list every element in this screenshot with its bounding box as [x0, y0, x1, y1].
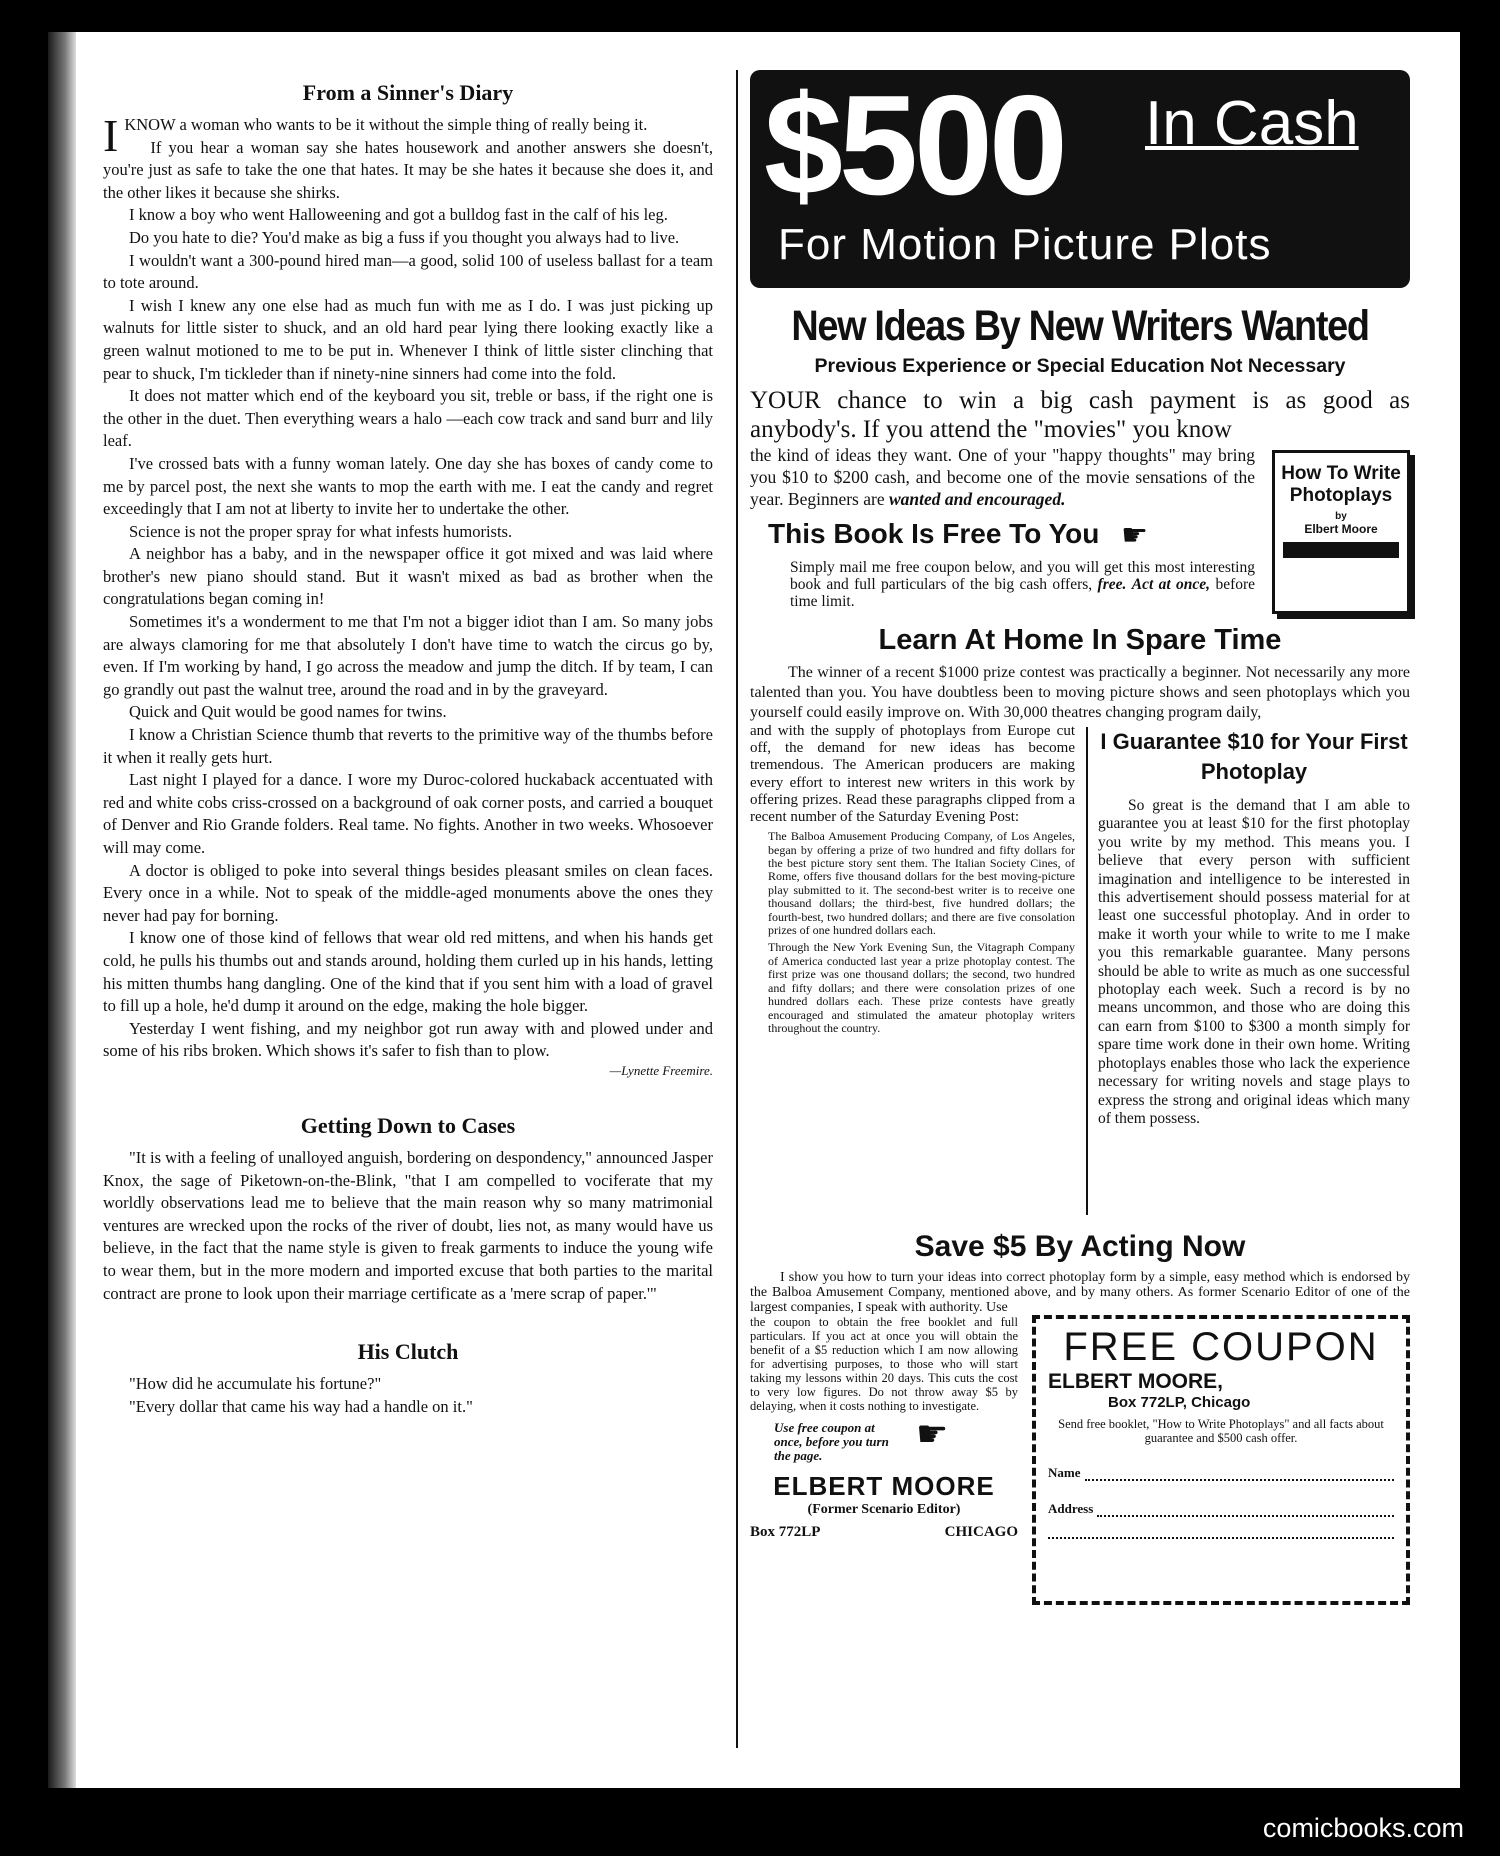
sinner-paragraph: Sometimes it's a wonderment to me that I'm not a bigger idiot than I am. So many jobs are always clamoring for me that absolutely I don't have time to watch the circus go by, even. If I'm working by hand, I go across the meadow and jump the ditch. If by team, I can go grandly out past the walnut tree, around the road and in by the graveyard. [103, 612, 713, 699]
guarantee-title: I Guarantee $10 for Your First Photoplay [1100, 729, 1408, 784]
use-free-text: Use free coupon at once, before you turn the page. [774, 1420, 889, 1463]
pointing-hand-icon-2: ☛ [916, 1414, 949, 1454]
sinner-body [103, 110, 713, 1063]
book-text [750, 444, 1255, 610]
sinner-paragraph: A doctor is obliged to poke into several things besides pleasant smiles on clean faces. Every once in a while. Not to speak of the middle-aged monuments above the ones they never had pay for borning. [103, 860, 713, 925]
free-book-heading [768, 518, 1255, 553]
banner-plots: For Motion Picture Plots [778, 220, 1272, 269]
watermark: comicbooks.com [1262, 1813, 1464, 1843]
wanted-text: wanted and encouraged. [888, 489, 1066, 509]
mail-text: Simply mail me free coupon below, and you will get this most interesting book and full particulars of the big cash offers, [790, 559, 1255, 594]
coupon-name: ELBERT MOORE, [1048, 1370, 1224, 1393]
former-editor: (Former Scenario Editor) [807, 1502, 961, 1517]
guarantee-text: So great is the demand that I am able to guarantee you at least $10 for the first photoplay you write by my method. This means you. I believe that every person with sufficient imagination and intelligence to be interested in this advertisement should possess material for at least one successful photoplay. And in order to make it worth your while to write to me I make you this remarkable guarantee. Many persons should be able to write as much as one successful photoplay each week. Such a record is by no means uncommon, and those who are doing this can earn from $100 to $300 a month simply for spare time work done in their own home. Writing photoplays enables those who lack the experience necessary for writing novels and stage plays to express the strong and original ideas which many of them possess. [1098, 797, 1410, 1127]
guarantee-column [1098, 723, 1410, 1128]
address-label: Address [1048, 1501, 1094, 1516]
save-left-text: the coupon to obtain the free booklet and full particulars. If you act at once you will obtain the benefit of a $5 reduction which I am now allowing for advertising purposes, to those who will start taking my lessons within 20 days. This cuts the cost to very low figures. Do not throw away $5 by delaying, when it costs nothing to investigate. [750, 1315, 1018, 1413]
coupon-name-field[interactable] [1048, 1465, 1394, 1481]
cases-text: "It is with a feeling of unalloyed anguish, bordering on despondency," announced Jasper Knox, the sage of Piketown-on-the-Blink, "that I am compelled to vociferate that my worldly observations lead me to believe that the main reason why so many matrimonial ventures are wrecked upon the rocks of the river of doubt, lies not, as many would have us believe, in the fact that the name style is given to freak garments to induce the young wife to wear them, but in the more modern and imported excuse that both parties to the marital contract are prone to look upon their marriage certificate as a 'mere scrap of paper.'" [103, 1147, 713, 1303]
sinner-signature: —Lynette Freemire. [609, 1062, 713, 1078]
book-band [1283, 542, 1399, 558]
sinner-paragraph: A neighbor has a baby, and in the newspaper office it got mixed and was laid where brother's new piano should stand. But it wasn't mixed as bad as brother when the congratulations began coming in! [103, 544, 713, 609]
box-number: Box 772LP [750, 1524, 821, 1540]
sinner-paragraph: Quick and Quit would be good names for twins. [129, 702, 447, 722]
inner-divider [1086, 727, 1088, 1215]
book-illustration [1272, 450, 1410, 614]
pointing-hand-icon: ☛ [1121, 519, 1149, 553]
book-title: How To Write Photoplays [1281, 463, 1401, 506]
ad-intro-2: the kind of ideas they want. One of your "happy thoughts" may bring you $10 to $200 cash, and become one of the movie sensations of the year. Beginners are [750, 445, 1255, 509]
cases-title: Getting Down to Cases [300, 1112, 516, 1138]
sinner-paragraph: Yesterday I went fishing, and my neighbor got run away with and plowed under and some of his ribs broken. Which shows it's safer to fish than to plow. [103, 1018, 713, 1061]
column-divider [736, 70, 738, 1748]
clutch-title: His Clutch [357, 1339, 459, 1365]
drop-cap: I [103, 110, 119, 161]
two-column-section [750, 723, 1410, 1218]
free-coupon[interactable] [1032, 1315, 1410, 1605]
cash-banner [750, 66, 1410, 288]
bottom-section [750, 1315, 1410, 1615]
clutch-line-1: "How did he accumulate his fortune?" [129, 1374, 382, 1394]
ad-headline: New Ideas By New Writers Wanted [791, 302, 1369, 350]
banner-amount: $500 [764, 66, 1064, 225]
sinner-paragraph: I've crossed bats with a funny woman lately. One day she has boxes of candy come to me by parcel post, the next she wants to mop the earth with me. I eat the candy and regret exceedingly that I am not at liberty to invite her to undertake the other. [103, 453, 713, 519]
sinner-paragraph: IKNOW a woman who wants to be it without the simple thing of really being it. [103, 110, 648, 161]
coupon-title: FREE COUPON [1063, 1325, 1379, 1369]
sinner-paragraph: Last night I played for a dance. I wore my Duroc-colored huckaback accentuated with red and white cobs criss-crossed on a background of oak corner posts, and carried a bouquet of Denver and Rio Grande folders. Real tame. No fights. Another in two weeks. Whosoever will may come. [103, 770, 713, 857]
sinner-paragraph: I know one of those kind of fellows that wear old red mittens, and when his hands get cold, he pulls his thumbs out and stands around, holding them curled up in his hands, letting his mitten thumbs hang dangling. One of the kind that if you sent him with a load of gravel to fill up a hole, he'd dump it around on the edge, making the hole bigger. [103, 928, 713, 1016]
coupon-box: Box 772LP, Chicago [1108, 1394, 1251, 1411]
save-text: I show you how to turn your ideas into correct photoplay form by a simple, easy method which is endorsed by the Balboa Amusement Company, mentioned above, and by many others. As former Scenario Editor of one of the largest companies, I speak with authority. Use [750, 1270, 1410, 1315]
clipping-balboa: The Balboa Amusement Producing Company, of Los Angeles, began by offering a prize of two hundred and fifty dollars for the best picture story sent them. The Italian Society Cines, of Rome, offers five thousand dollars for the best moving-picture play submitted to it. The second-best writer is to receive one thousand dollars; the third-best, five hundred dollars; the fourth-best, two hundred dollars; and there are five consolation prizes of one hundred dollars each. [768, 829, 1075, 938]
sinner-title: From a Sinner's Diary [302, 80, 514, 105]
sinner-paragraph: I wish I knew any one else had as much fun with me as I do. I was just picking up walnuts for little sister to shuck, and an old hard pear lying there looking exactly like a green walnut motioned to me to be put in. Whenever I think of little sister clinching that pear to shuck, I'm tickleder than if ninety-nine sinners had come into the fold. [103, 295, 713, 383]
mail-paragraph [750, 559, 1255, 610]
mail-end: before time limit. [790, 576, 1256, 611]
sinner-paragraph: I know a boy who went Halloweening and got a bulldog fast in the calf of his leg. [129, 205, 668, 225]
page-spine-shadow [48, 32, 76, 1788]
producers-column [750, 723, 1075, 1035]
mail-free: free. [1097, 576, 1127, 594]
mail-act: Act at once, [1131, 576, 1211, 594]
name-label: Name [1048, 1465, 1081, 1480]
sinner-paragraph: If you hear a woman say she hates housework and another answers she doesn't, you're just as safe to take the one that hates. It may be she hates it because she does it, and the other likes it because she shirks. [103, 137, 713, 202]
book-by: by [1335, 511, 1347, 522]
magazine-page [48, 32, 1460, 1788]
sinner-paragraph: I wouldn't want a 300-pound hired man—a good, solid 100 of useless ballast for a team to tote around. [103, 250, 713, 293]
clipping-vitagraph: Through the New York Evening Sun, the Vitagraph Company of America conducted last year a prize photoplay contest. The first prize was one thousand dollars; the second, two hundred and fifty dollars; and there were consolation prizes of one hundred dollars each. These prize contests have greatly encouraged and stimulated the amateur photoplay writers throughout the country. [768, 940, 1075, 1035]
sinner-paragraph: Science is not the proper spray for what infests humorists. [129, 521, 513, 541]
free-book-label: This Book Is Free To You [768, 518, 1100, 549]
coupon-address-field[interactable] [1048, 1501, 1394, 1517]
sinner-paragraph: It does not matter which end of the keyboard you sit, treble or bass, if the right one is the other in the duet. Then everything wears a halo —each cow track and sand burr and lily leaf. [103, 386, 713, 451]
sinner-paragraph: I know a Christian Science thumb that reverts to the primitive way of the thumbs before it when it really gets hurt. [103, 725, 713, 767]
left-column [103, 70, 713, 1418]
elbert-moore-name: ELBERT MOORE [773, 1471, 995, 1501]
advertisement [750, 66, 1410, 1615]
sinner-paragraph: Do you hate to die? You'd make as big a fuss if you thought you always had to live. [129, 227, 680, 247]
ad-intro: YOUR chance to win a big cash payment is as good as anybody's. If you attend the "movies" you know [750, 387, 1410, 443]
book-author: Elbert Moore [1304, 522, 1378, 536]
save-heading: Save $5 By Acting Now [914, 1230, 1246, 1263]
coupon-extra-line[interactable] [1048, 1537, 1394, 1539]
clutch-body [103, 1373, 713, 1418]
learn-heading: Learn At Home In Spare Time [878, 624, 1282, 656]
contact-column [750, 1315, 1018, 1541]
book-row [750, 444, 1410, 616]
ad-subhead: Previous Experience or Special Education Not Necessary [814, 355, 1346, 377]
banner-cash: In Cash [1145, 89, 1359, 158]
address-line [750, 1524, 1018, 1541]
clutch-line-2: "Every dollar that came his way had a handle on it." [129, 1396, 473, 1416]
learn-text: The winner of a recent $1000 prize contest was practically a beginner. Not necessarily any more talented than you. You have doubtless been to moving picture shows and seen photoplays which you yourself could easily improve on. With 30,000 theatres changing program daily, [750, 664, 1410, 721]
coupon-send-text: Send free booklet, "How to Write Photoplays" and all facts about guarantee and $500 cash offer. [1058, 1417, 1384, 1445]
producers-text: and with the supply of photoplays from Europe cut off, the demand for new ideas has become tremendous. The American producers are making every effort to interest new writers in this work by offering prizes. Read these paragraphs clipped from a recent number of the Saturday Evening Post: [750, 723, 1075, 826]
city: CHICAGO [944, 1524, 1018, 1540]
